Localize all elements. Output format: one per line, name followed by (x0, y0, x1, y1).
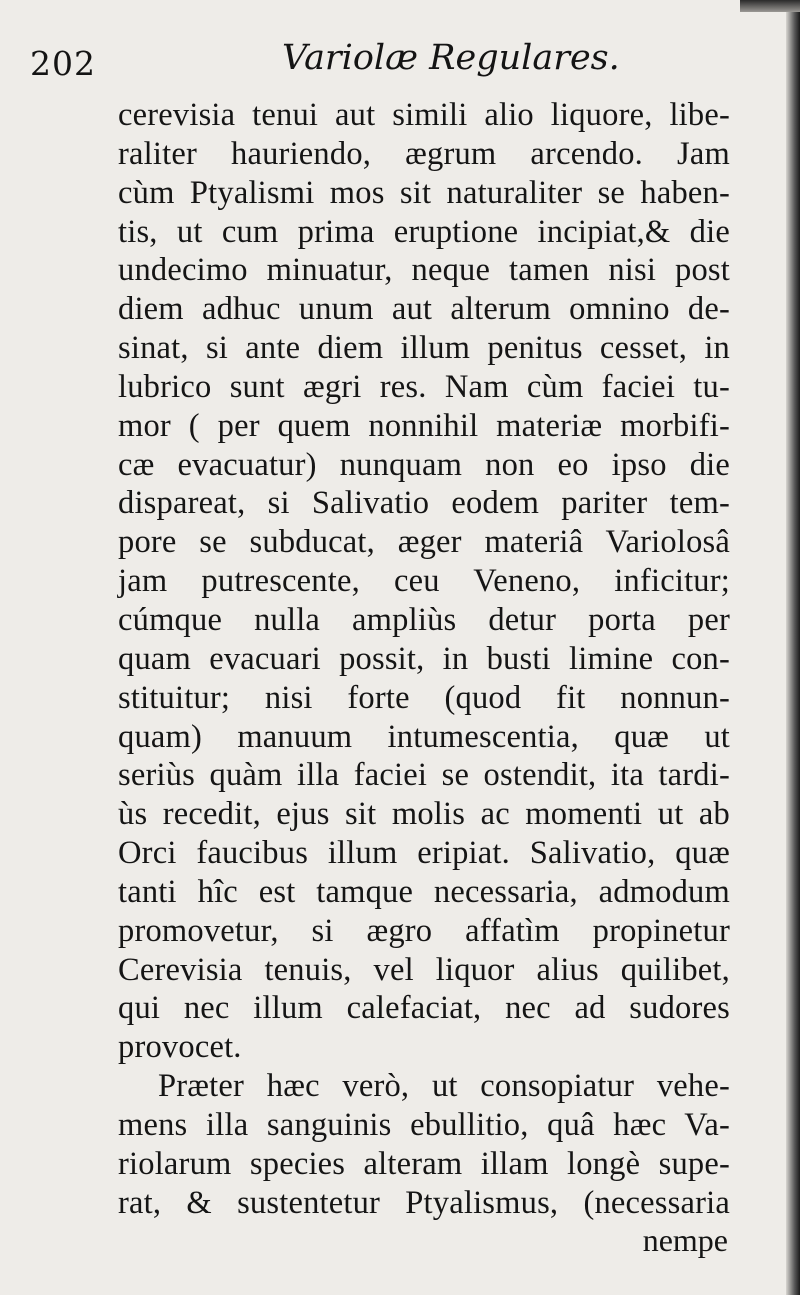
catchword: nempe (642, 1222, 728, 1258)
text-line: provocet. (118, 1029, 242, 1066)
text-line: promovetur, si ægro affatìm propinetur (118, 912, 730, 949)
running-title: Variolæ Regulares. (282, 38, 620, 78)
text-line: tis, ut cum prima eruptione incipiat,& die (118, 213, 730, 250)
page-corner-shadow (740, 0, 800, 12)
text-line: stituitur; nisi forte (quod fit nonnun- (118, 679, 730, 716)
text-line: lubrico sunt ægri res. Nam cùm faciei tu- (118, 368, 730, 405)
text-line: seriùs quàm illa faciei se ostendit, ita tardi- (118, 757, 730, 794)
text-line: diem adhuc unum aut alterum omnino de- (118, 291, 730, 328)
page-edge-shadow (786, 0, 800, 1295)
text-line: pore se subducat, æger materiâ Variolosâ (118, 524, 730, 561)
text-line: mens illa sanguinis ebullitio, quâ hæc Va- (118, 1106, 730, 1143)
page-number: 202 (30, 44, 96, 83)
text-line: Cerevisia tenuis, vel liquor alius quilibet, (118, 951, 730, 988)
text-line: riolarum species alteram illam longè supe- (118, 1145, 730, 1182)
text-line: raliter hauriendo, ægrum arcendo. Jam (118, 135, 730, 172)
text-line: qui nec illum calefaciat, nec ad sudores (118, 990, 730, 1027)
page-header (30, 38, 730, 88)
text-line: cúmque nulla ampliùs detur porta per (118, 601, 730, 638)
text-line: mor ( per quem nonnihil materiæ morbifi- (118, 407, 730, 444)
text-line: Præter hæc verò, ut consopiatur vehe- (158, 1068, 730, 1105)
text-line: quam evacuari possit, in busti limine con- (118, 640, 730, 677)
text-line: undecimo minuatur, neque tamen nisi post (118, 252, 730, 289)
text-line: dispareat, si Salivatio eodem pariter tem- (118, 485, 730, 522)
text-line: Orci faucibus illum eripiat. Salivatio, quæ (118, 835, 730, 872)
text-line: sinat, si ante diem illum penitus cesset, in (118, 330, 730, 367)
text-line: cùm Ptyalismi mos sit naturaliter se haben- (118, 174, 730, 211)
body-text (118, 96, 730, 1222)
text-line: rat, & sustentetur Ptyalismus, (necessaria (118, 1184, 730, 1221)
text-line: ùs recedit, ejus sit molis ac momenti ut ab (118, 796, 730, 833)
text-line: cerevisia tenui aut simili alio liquore, libe- (118, 97, 730, 133)
text-line: jam putrescente, ceu Veneno, inficitur; (118, 563, 730, 600)
text-line: tanti hîc est tamque necessaria, admodum (118, 873, 730, 910)
text-line: cæ evacuatur) nunquam non eo ipso die (118, 446, 730, 483)
text-line: quam) manuum intumescentia, quæ ut (118, 718, 730, 755)
